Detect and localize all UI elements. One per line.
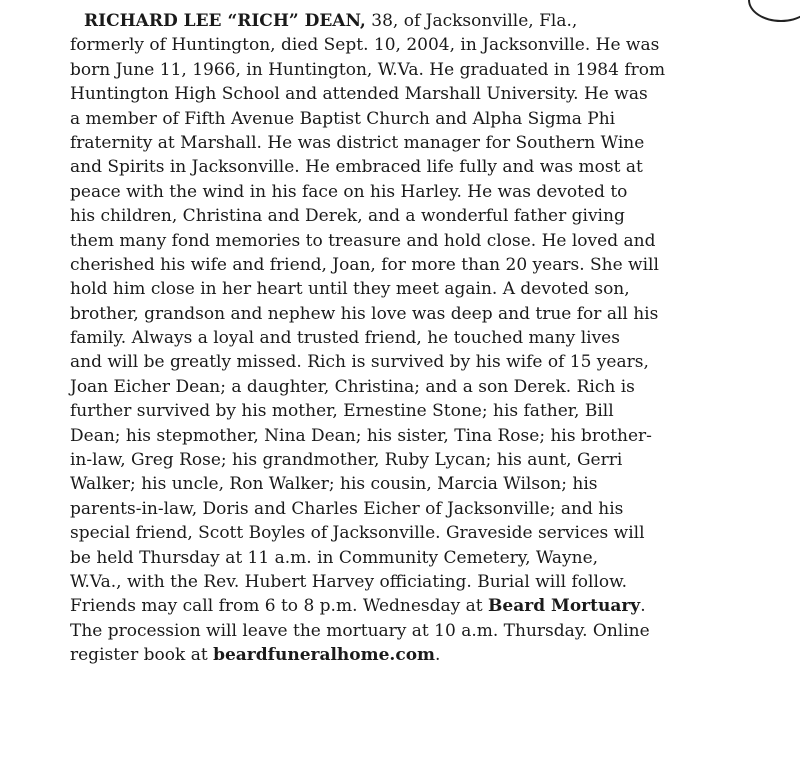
text-run: Walker; his uncle, Ron Walker; his cousin, Marcia Wilson; his [70,474,598,495]
obituary-line [70,546,795,570]
text-run: family. Always a loyal and trusted friend, he touched many lives [70,328,620,349]
text-run: . [435,645,441,666]
obituary-line [70,643,795,667]
text-run: parents-in-law, Doris and Charles Eicher of Jacksonville; and his [70,498,624,519]
obituary-line [70,424,795,448]
obituary-line [70,448,795,472]
obituary-line [70,180,795,204]
text-run: 38, of Jacksonville, Fla., [365,11,578,31]
obituary-line [70,131,795,155]
text-run: Friends may call from 6 to 8 p.m. Wednesday at [70,596,489,617]
text-run: and Spirits in Jacksonville. He embraced life fully and was most at [70,157,643,178]
text-run: his children, Christina and Derek, and a wonderful father giving [70,206,625,227]
obituary-line [70,58,795,82]
text-run: The procession will leave the mortuary at 10 a.m. Thursday. Online [70,620,650,641]
text-run: in-law, Greg Rose; his grandmother, Ruby Lycan; his aunt, Gerri [70,450,623,471]
obituary-line [70,33,795,57]
obituary-line [70,570,795,594]
obituary-text [70,9,795,668]
text-run: them many fond memories to treasure and hold close. He loved and [70,230,656,251]
text-run: Dean; his stepmother, Nina Dean; his sister, Tina Rose; his brother- [70,425,652,446]
obituary-line [70,326,795,350]
text-run: a member of Fifth Avenue Baptist Church and Alpha Sigma Phi [70,108,616,129]
text-run: and will be greatly missed. Rich is survived by his wife of 15 years, [70,352,649,373]
obituary-line [70,277,795,301]
obituary-line [70,82,795,106]
text-run: formerly of Huntington, died Sept. 10, 2004, in Jacksonville. He was [70,35,660,56]
obituary-line [70,594,795,618]
obituary-line [70,472,795,496]
bold-text-run: RICHARD LEE “RICH” DEAN, [84,11,366,31]
text-run: fraternity at Marshall. He was district manager for Southern Wine [70,132,645,153]
text-run: cherished his wife and friend, Joan, for more than 20 years. She will [70,254,659,275]
text-run: brother, grandson and nephew his love was deep and true for all his [70,303,659,324]
obituary-line [70,229,795,253]
text-run: peace with the wind in his face on his Harley. He was devoted to [70,181,628,202]
obituary-line [70,375,795,399]
text-run: register book at [70,645,214,666]
obituary-line [70,204,795,228]
text-run: hold him close in her heart until they meet again. A devoted son, [70,279,630,300]
obituary-line [70,619,795,643]
obituary-line [70,399,795,423]
text-run: be held Thursday at 11 a.m. in Community Cemetery, Wayne, [70,547,599,568]
obituary-line [70,9,795,33]
bold-text-run: Beard Mortuary [488,596,641,617]
obituary-line [70,107,795,131]
text-run: further survived by his mother, Ernestine Stone; his father, Bill [70,401,614,422]
text-run: Huntington High School and attended Marshall University. He was [70,84,648,105]
text-run: special friend, Scott Boyles of Jacksonville. Graveside services will [70,523,645,544]
obituary-line [70,497,795,521]
obituary-line [70,253,795,277]
text-run: W.Va., with the Rev. Hubert Harvey officiating. Burial will follow. [70,571,628,592]
text-run: Joan Eicher Dean; a daughter, Christina; and a son Derek. Rich is [70,376,635,397]
obituary-line [70,155,795,179]
text-run: born June 11, 1966, in Huntington, W.Va. He graduated in 1984 from [70,59,666,80]
obituary-line [70,302,795,326]
bold-text-run: beardfuneralhome.com [213,645,436,666]
text-run: . [640,596,646,617]
obituary-line [70,350,795,374]
obituary-line [70,521,795,545]
